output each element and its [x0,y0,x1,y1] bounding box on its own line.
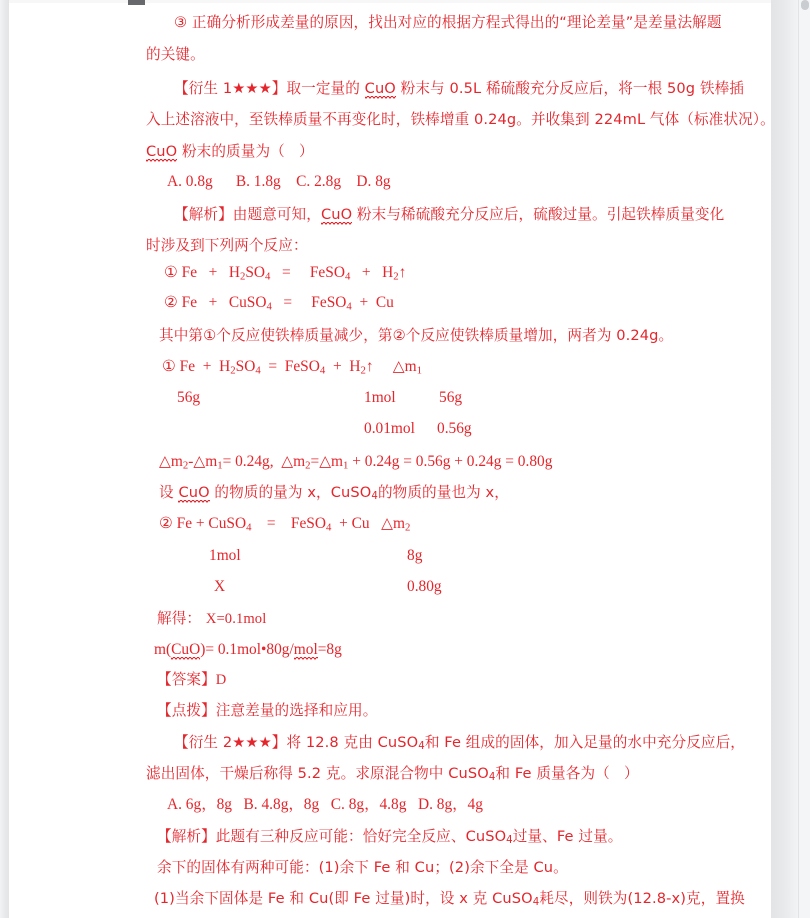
equation-2-with-delta: ② Fe + CuSO$_4$ = FeSO$_4$ + Cu $\triangle m_2$ [159,514,411,534]
text-line-problem2-body: 滤出固体，干燥后称得 5.2 克。求原混合物中 CuSO$_4$和 Fe 质量各为（ ） [146,765,639,784]
text-line-problem2-options: A. 6g，8g B. 4.8g，8g C. 8g，4.8g D. 8g，4g [167,796,483,813]
stoich-row3-col1: 1mol [209,547,241,564]
text-line-problem1-body: 入上述溶液中，至铁棒质量不再变化时，铁棒增重 0.24g。并收集到 224mL 气体（标准状况）。 [146,111,775,128]
document-page [9,0,775,918]
stoich-row2-col3: 0.56g [437,420,472,437]
text-line-mass-cuo: m(CuO)= 0.1mol•80g/mol=8g [154,641,342,658]
text-line-answer1: 【答案】D [157,671,227,688]
text-line-derivation-note-cont: 的关键。 [146,46,205,63]
delta-mass-calculation: $\triangle m_2-\triangle m_1= 0.24g$, $\triangle m_2=\triangle m_1 + 0.24g = 0.56g + 0.24g = 0.80g$ [159,452,553,472]
text-line-problem2-title: 【衍生 2★★★】将 12.8 克由 CuSO$_4$和 Fe 组成的固体，加入足量的水中充分反应后， [174,734,745,753]
page-artifact-mark [128,0,145,5]
stoich-row1-col2: 1mol [364,389,396,406]
stoich-row1-col1: 56g [177,389,201,406]
equation-1: ① $Fe + H_2SO_4$ = FeSO$_4$ + $H_2↑$ [164,263,407,283]
stoich-row4-col2: 0.80g [407,578,442,595]
stoich-row2-col2: 0.01mol [364,420,415,437]
text-line-problem1-title: 【衍生 1★★★】取一定量的 CuO 粉末与 0.5L 稀硫酸充分反应后，将一根 50g 铁棒插 [174,80,744,97]
text-line-problem1-question: CuO 粉末的质量为（ ） [146,143,314,160]
text-line-analysis2-head: 【解析】此题有三种反应可能：恰好完全反应、CuSO$_4$过量、Fe 过量。 [157,828,623,847]
stoich-row3-col2: 8g [407,547,423,564]
text-line-solve-x: 解得： X=0.1mol [157,610,267,627]
equation-1-with-delta: ① $Fe + H_2SO_4$ = FeSO$_4$ + $H_2↑$ $\triangle m_1$ [162,357,422,377]
text-line-mass-change-note: 其中第①个反应使铁棒质量减少，第②个反应使铁棒质量增加，两者为 0.24g。 [159,327,674,344]
text-line-analysis1-head: 【解析】由题意可知，CuO 粉末与稀硫酸充分反应后，硫酸过量。引起铁棒质量变化 [174,206,725,223]
text-line-analysis2-cases: 余下的固体有两种可能：(1)余下 Fe 和 Cu；(2)余下全是 Cu。 [157,859,568,876]
text-line-derivation-note: ③ 正确分析形成差量的原因，找出对应的根据方程式得出的“理论差量”是差量法解题 [174,14,722,31]
text-line-problem1-options: A. 0.8g B. 1.8g C. 2.8g D. 8g [167,173,391,190]
page-left-edge-shadow [0,0,9,918]
vertical-scrollbar[interactable] [798,0,810,918]
text-line-analysis2-case1: (1)当余下固体是 Fe 和 Cu(即 Fe 过量)时，设 x 克 CuSO$_4$耗尽，则铁为(12.8-x)克，置换 [154,890,745,909]
text-line-set-variable: 设 CuO 的物质的量为 x，CuSO$_4$的物质的量也为 x， [159,484,509,503]
text-line-hint1: 【点拨】注意差量的选择和应用。 [157,702,378,719]
stoich-row1-col3: 56g [439,389,463,406]
stoich-row4-col1: X [214,578,226,595]
scrollbar-thumb[interactable] [801,0,809,10]
text-line-analysis1-cont: 时涉及到下列两个反应： [146,237,308,254]
page-top-rule [9,0,771,3]
equation-2: ② Fe + CuSO$_4$ = FeSO$_4$ + Cu [164,293,394,313]
